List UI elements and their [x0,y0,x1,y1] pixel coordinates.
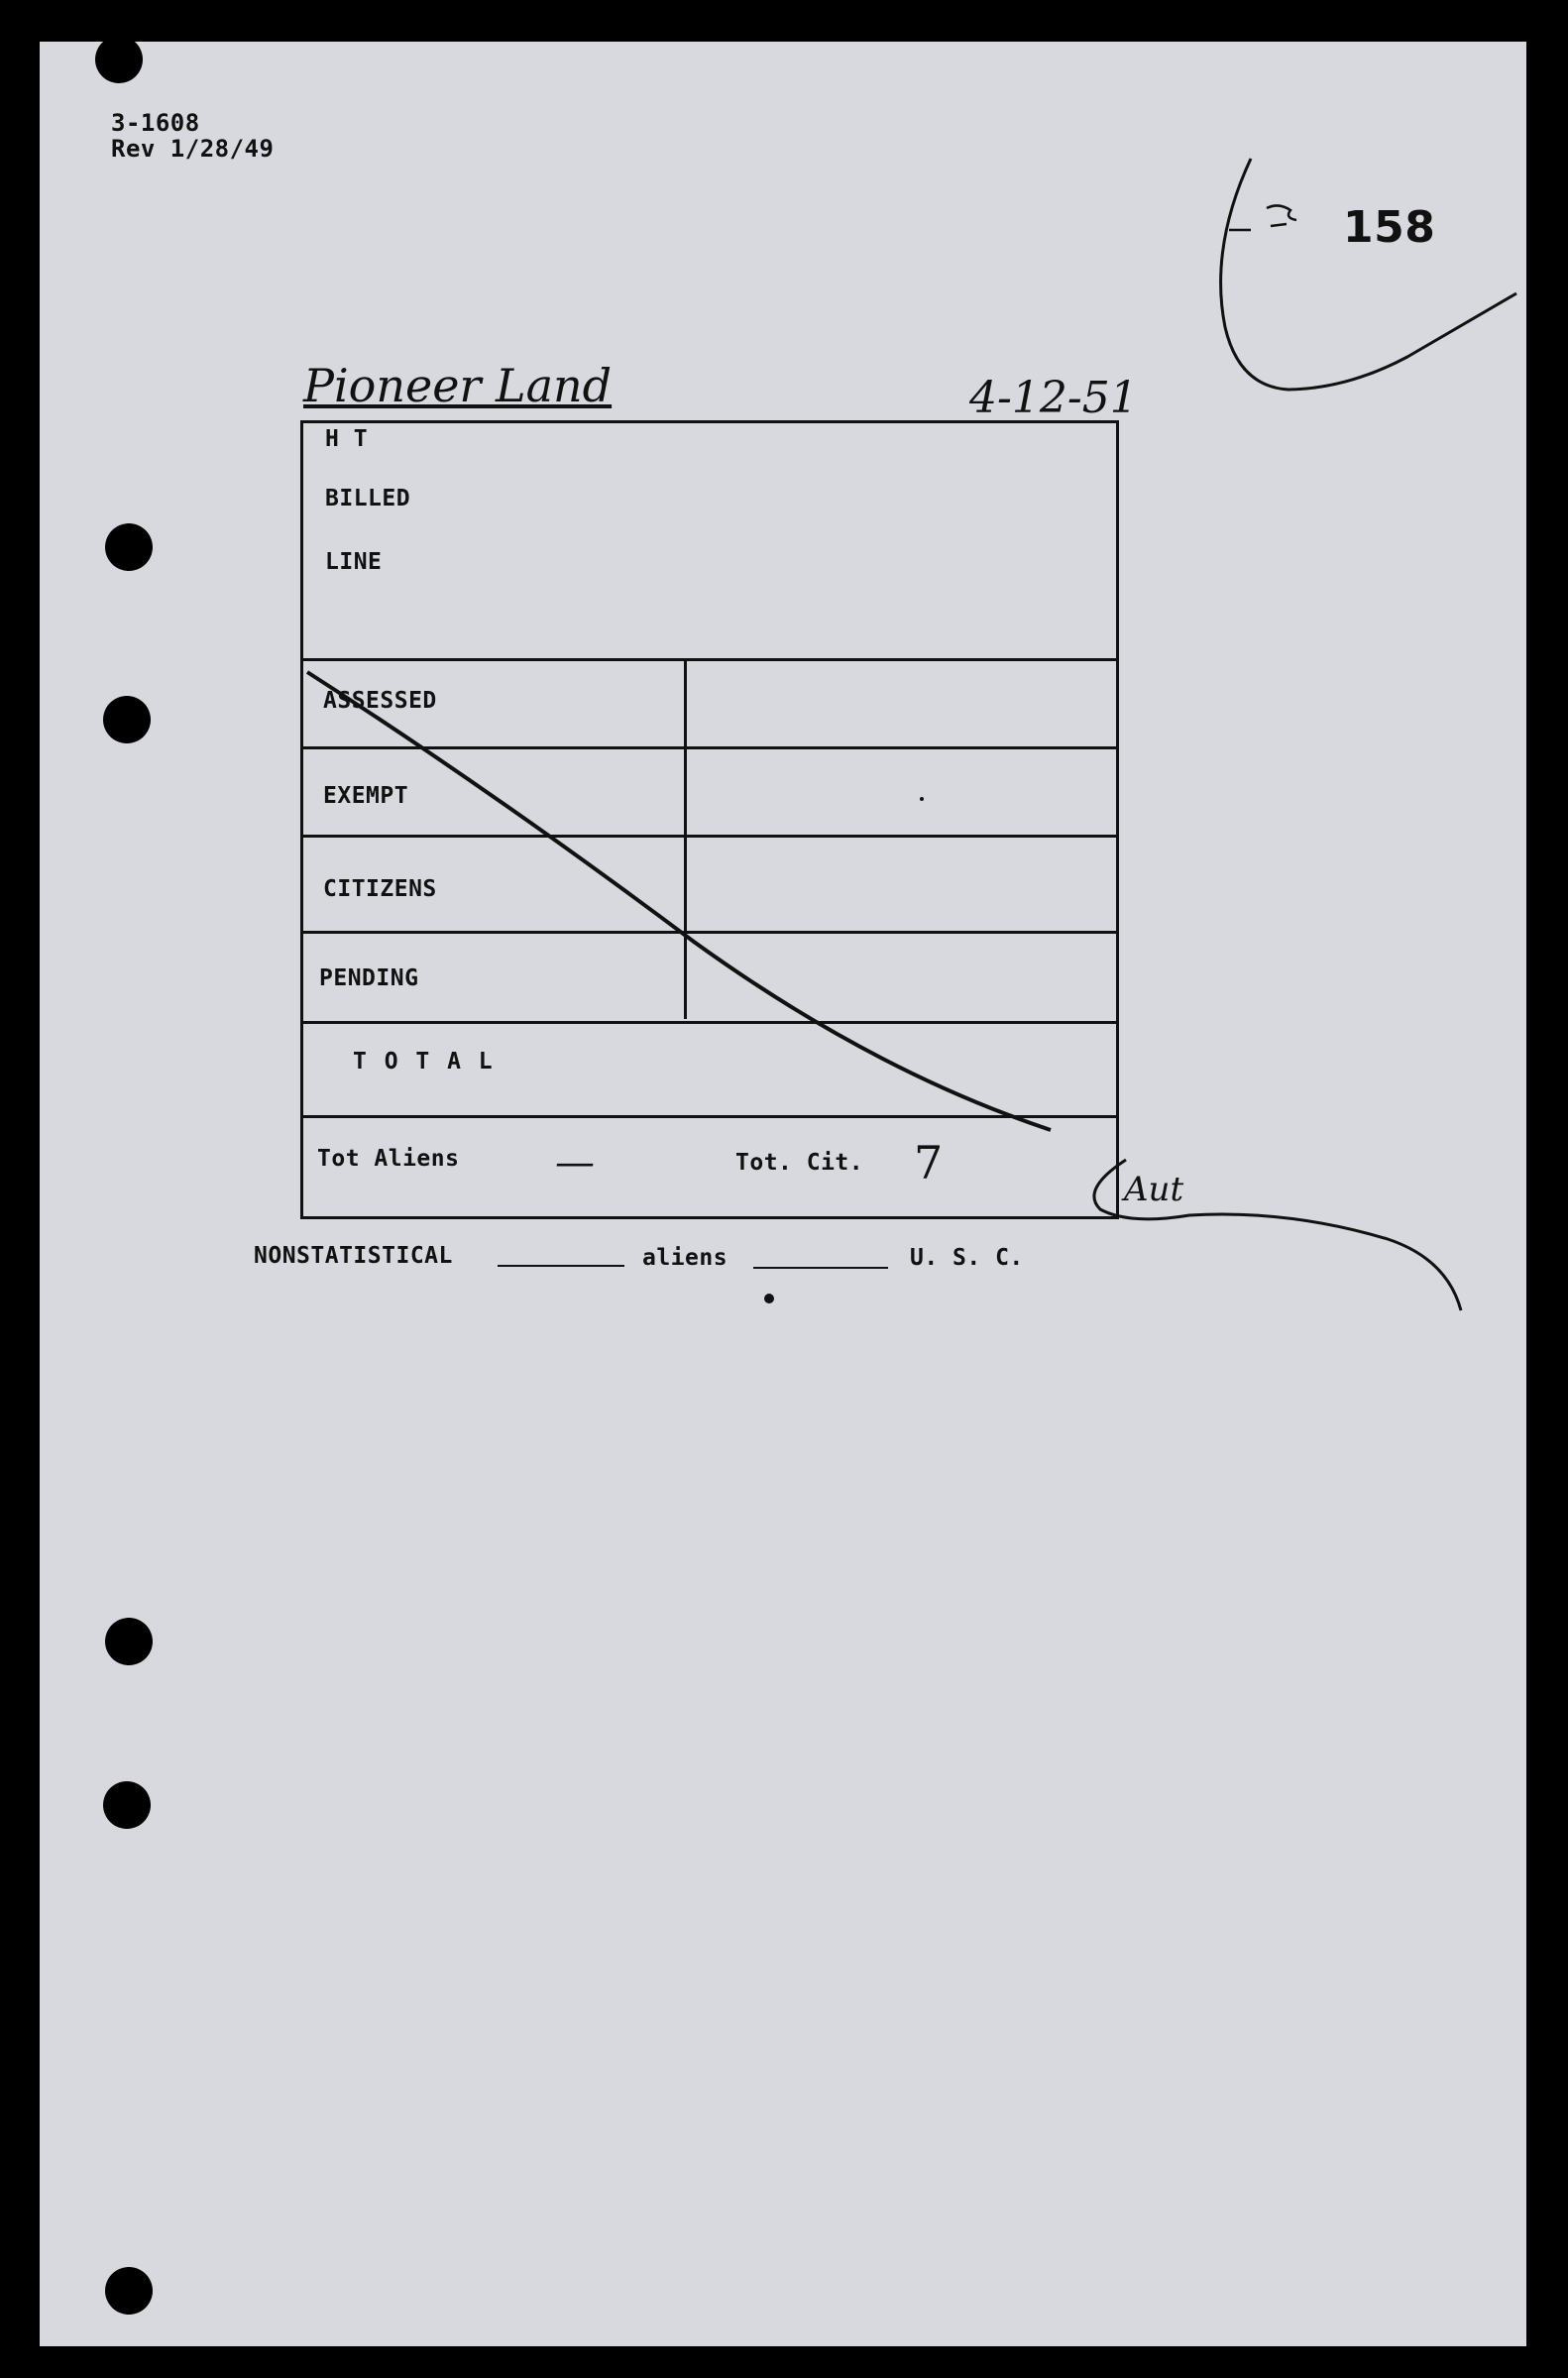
handwritten-date: 4-12-51 [969,373,1138,423]
label-ht: H T [325,426,369,452]
label-nonstatistical: NONSTATISTICAL [254,1243,453,1269]
label-tot-aliens: Tot Aliens [317,1146,460,1172]
cross-out-line [307,672,1051,1130]
form-number: 3-1608 [111,109,200,137]
initials-arc [1094,1160,1461,1310]
handwritten-initials: Aut [1124,1170,1184,1209]
label-aliens: aliens [642,1245,728,1271]
label-usc: U. S. C. [910,1245,1024,1271]
check-mark-stroke [1221,159,1516,390]
label-billed: BILLED [325,486,411,511]
handwritten-company: Pioneer Land [303,359,613,412]
tot-aliens-value: — [555,1140,595,1186]
label-assessed: ASSESSED [323,688,437,714]
ink-dot [920,797,924,801]
squiggle-stroke [1229,205,1296,230]
label-tot-cit: Tot. Cit. [735,1150,864,1176]
tot-cit-value: 7 [914,1136,944,1189]
label-citizens: CITIZENS [323,876,437,902]
label-total: T O T A L [353,1049,495,1075]
label-line: LINE [325,549,383,575]
ink-dot [764,1294,774,1303]
page-number: 158 [1343,202,1436,253]
label-exempt: EXEMPT [323,783,409,809]
label-pending: PENDING [319,965,419,991]
revision-date: Rev 1/28/49 [111,135,275,163]
